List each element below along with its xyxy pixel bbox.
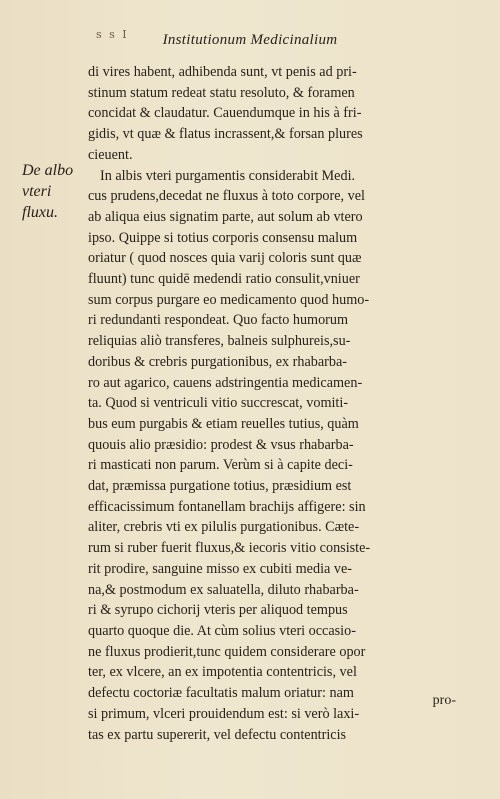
- marginal-note-line: De albo: [22, 162, 74, 179]
- signature-mark: s s I: [96, 28, 129, 41]
- text-line: cieuent.: [88, 146, 133, 163]
- marginal-note-line: vteri: [22, 183, 52, 200]
- text-line: fluunt) tunc quidē medendi ratio consulit,vniuer: [88, 271, 360, 288]
- text-line: defectu coctoriæ facultatis malum oriatur: nam: [88, 685, 354, 702]
- text-line: sum corpus purgare eo medicamento quod humo-: [88, 291, 370, 308]
- text-line: na,& postmodum ex saluatella, diluto rhabarba-: [88, 581, 359, 598]
- text-line: ri & syrupo cichorij vteris per aliquod tempus: [88, 602, 348, 619]
- catchword: pro-: [432, 693, 456, 708]
- text-line: dat, præmissa purgatione totius, præsidium est: [88, 478, 352, 495]
- text-line: ro aut agarico, cauens adstringentia medicamen-: [88, 374, 363, 391]
- text-line: rit prodire, sanguine misso ex cubiti media ve-: [88, 560, 352, 577]
- body-text: [88, 62, 458, 745]
- text-line: ri redundanti respondeat. Quo facto humorum: [88, 312, 349, 329]
- text-line: doribus & crebris purgationibus, ex rhabarba-: [88, 353, 347, 370]
- text-line: si primum, vlceri prouidendum est: si verò laxi-: [88, 705, 360, 722]
- text-line: gidis, vt quæ & flatus incrassent,& forsan plures: [88, 126, 363, 143]
- text-line: ne fluxus prodierit,tunc quidem considerare opor: [88, 643, 366, 660]
- text-line: ta. Quod si ventriculi vitio succrescat, vomiti-: [88, 395, 349, 412]
- text-line: rum si ruber fuerit fluxus,& iecoris vitio consiste-: [88, 540, 371, 557]
- running-header: Institutionum Medicinalium: [162, 32, 338, 48]
- text-line: concidat & claudatur. Cauendumque in his à fri-: [88, 105, 362, 122]
- text-line: ab aliqua eius signatim parte, aut solum ab vtero: [88, 208, 363, 225]
- text-line: efficacissimum fontanellam brachijs affigere: sin: [88, 498, 366, 515]
- text-line: cus prudens,decedat ne fluxus à toto corpore, vel: [88, 188, 365, 205]
- text-line: reliquias aliò transferes, balneis sulphureis,su-: [88, 333, 351, 350]
- text-line: In albis vteri purgamentis considerabit Medi.: [100, 167, 356, 184]
- text-line: di vires habent, adhibenda sunt, vt penis ad pri-: [88, 64, 357, 80]
- text-line: ri masticati non parum. Verùm si à capite deci-: [88, 457, 353, 474]
- text-line: aliter, crebris vti ex pilulis purgationibus. Cæte-: [88, 519, 360, 536]
- text-line: ipso. Quippe si totius corporis consensu malum: [88, 229, 358, 246]
- text-line: oriatur ( quod nosces quia varij coloris sunt quæ: [88, 250, 362, 267]
- marginal-note: [22, 160, 92, 223]
- marginal-note-line: fluxu.: [22, 204, 58, 221]
- text-line: bus eum purgabis & etiam reuelles tutius, quàm: [88, 415, 359, 432]
- text-line: tas ex partu supererit, vel defectu contentricis: [88, 726, 347, 743]
- text-line: quouis alio præsidio: prodest & vsus rhabarba-: [88, 436, 354, 453]
- text-line: quarto quoque die. At cùm solius vteri occasio-: [88, 622, 356, 639]
- text-line: ter, ex vlcere, an ex impotentia contentricis, vel: [88, 664, 357, 681]
- text-line: stinum statum redeat statu resoluto, & foramen: [88, 84, 355, 101]
